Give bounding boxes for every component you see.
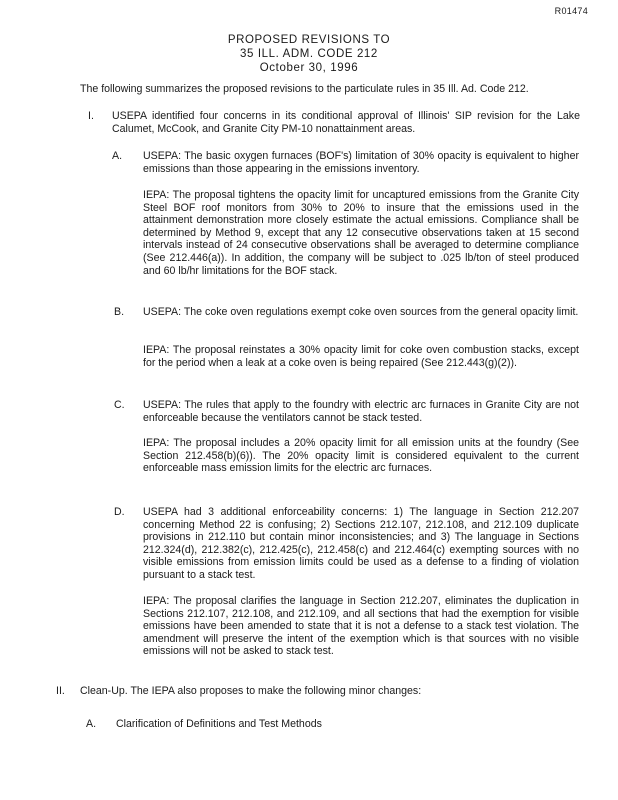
document-id: R01474 [554, 6, 588, 16]
item-d-iepa: IEPA: The proposal clarifies the language in Section 212.207, eliminates the duplication in Sections 212.107, 212.108, and 212.109, and all sections that had the exemption for visible emissions have been amended to state that it is not a defense to a stack test violation. The amendment will preserve the intent of the exemption which is that sources with no visible emissions will not be asked to stack test. [143, 595, 579, 658]
item-a-iepa: IEPA: The proposal tightens the opacity limit for uncaptured emissions from the Granite City Steel BOF roof monitors from 30% to 20% to insure that the emissions used in the attainment demonstration more closely estimate the actual emissions. Compliance shall be determined by Method 9, except that any 12 consecutive observations taken at 15 second intervals instead of 24 consecutive observations shall be averaged to determine compliance (See 212.446(a)). In addition, the company will be subject to .025 lb/ton of steel produced and 60 lb/hr limitations for the BOF stack. [143, 189, 579, 277]
item-b-letter: B. [114, 306, 125, 318]
section-ii-item-a-letter: A. [86, 718, 97, 730]
item-c-usepa: USEPA: The rules that apply to the foundry with electric arc furnaces in Granite City are not enforceable because the ventilators cannot be stack tested. [143, 399, 579, 424]
item-d-usepa: USEPA had 3 additional enforceability concerns: 1) The language in Section 212.207 concerning Method 22 is confusing; 2) Sections 212.107, 212.108, and 212.109 duplicate provisions in 212.110 but contain minor inconsistencies; and 3) The language in Sections 212.324(d), 212.382(c), 212.425(c), 212.458(c) and 212.464(c) exempting sources with no visible emissions from emission limits could be used as a defense to a finding of violation pursuant to a stack test. [143, 506, 579, 581]
item-b-usepa: USEPA: The coke oven regulations exempt coke oven sources from the general opacity limit. [143, 306, 579, 318]
item-d-letter: D. [114, 506, 125, 518]
section-ii-item-a-text: Clarification of Definitions and Test Methods [116, 718, 322, 730]
item-a-letter: A. [112, 150, 123, 162]
section-ii-text: Clean-Up. The IEPA also proposes to make the following minor changes: [80, 685, 422, 697]
section-i-numeral: I. [88, 110, 94, 122]
intro-paragraph: The following summarizes the proposed revisions to the particulate rules in 35 Ill. Ad. Code 212. [80, 83, 529, 95]
document-date: October 30, 1996 [259, 62, 359, 74]
item-c-letter: C. [114, 399, 125, 411]
title-line-2: 35 ILL. ADM. CODE 212 [240, 48, 378, 60]
title-line-1: PROPOSED REVISIONS TO [227, 34, 391, 46]
item-a-usepa: USEPA: The basic oxygen furnaces (BOF's) limitation of 30% opacity is equivalent to higher emissions than those appearing in the emissions inventory. [143, 150, 579, 175]
section-i-text: USEPA identified four concerns in its conditional approval of Illinois' SIP revision for the Lake Calumet, McCook, and Granite City PM-10 nonattainment areas. [112, 110, 580, 135]
item-b-iepa: IEPA: The proposal reinstates a 30% opacity limit for coke oven combustion stacks, except for the period when a leak at a coke oven is being repaired (See 212.443(g)(2)). [143, 344, 579, 369]
item-c-iepa: IEPA: The proposal includes a 20% opacity limit for all emission units at the foundry (See Section 212.458(b)(6)). The 20% opacity limit is considered equivalent to the current enforceable mass emission limits for the electric arc furnaces. [143, 437, 579, 475]
section-ii-numeral: II. [56, 685, 65, 697]
